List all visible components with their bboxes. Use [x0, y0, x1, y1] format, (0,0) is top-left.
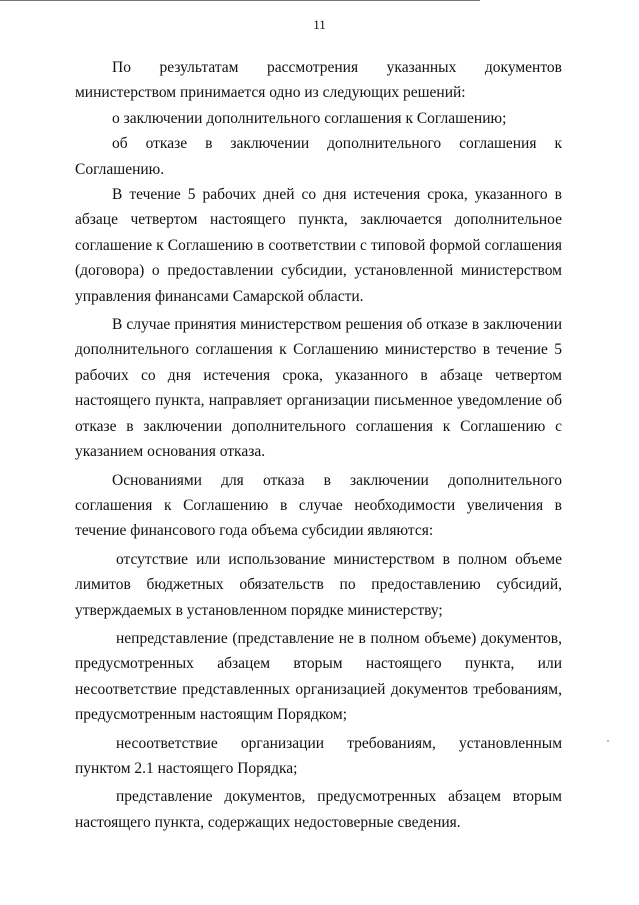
document-body: [75, 55, 562, 835]
paragraph-refusal-notice: В случае принятия министерством решения об отказе в заключении дополнительного соглашения к Соглашению министерство в течение 5 рабочих со дня истечения срока, указанного в абзаце четвертом настоящего пункта, направляет организации письменное уведомление об отказе в заключении дополнительного соглашения к Соглашению с указанием основания отказа.: [75, 316, 562, 461]
paragraph-refusal-grounds: Основаниями для отказа в заключении дополнительного соглашения к Соглашению в случае необходимости увеличения в течение финансового года объема субсидии являются:: [75, 471, 562, 540]
scan-artifact: [607, 740, 609, 742]
paragraph-five-days-conclusion: В течение 5 рабочих дней со дня истечения срока, указанного в абзаце четвертом настоящего пункта, заключается дополнительное соглашение к Соглашению в соответствии с типовой формой соглашения (договора) о предоставлении субсидии, установленной министерством управления финансами Самарской области.: [75, 186, 562, 305]
list-item-limits: отсутствие или использование министерством в полном объеме лимитов бюджетных обязательств по предоставлению субсидий, утверждаемых в установленном порядке министерству;: [75, 550, 562, 619]
paragraph-decision-conclude: о заключении дополнительного соглашения к Соглашению;: [112, 109, 507, 127]
list-item-documents: непредставление (представление не в полном объеме) документов, предусмотренных абзацем вторым настоящего пункта, или несоответствие представленных организацией документов требованиям, предусмотренным настоящим Порядком;: [75, 629, 562, 724]
list-item-requirements: несоответствие организации требованиям, установленным пунктом 2.1 настоящего Порядка;: [75, 734, 562, 777]
paragraph-review-results: По результатам рассмотрения указанных документов министерством принимается одно из следующих решений:: [75, 59, 562, 102]
list-item-false-info: представление документов, предусмотренных абзацем вторым настоящего пункта, содержащих недостоверные сведения.: [75, 788, 562, 831]
page-number: 11: [313, 17, 326, 32]
paragraph-decision-refuse: об отказе в заключении дополнительного соглашения к Соглашению.: [75, 135, 562, 178]
header-rule: [0, 0, 480, 1]
